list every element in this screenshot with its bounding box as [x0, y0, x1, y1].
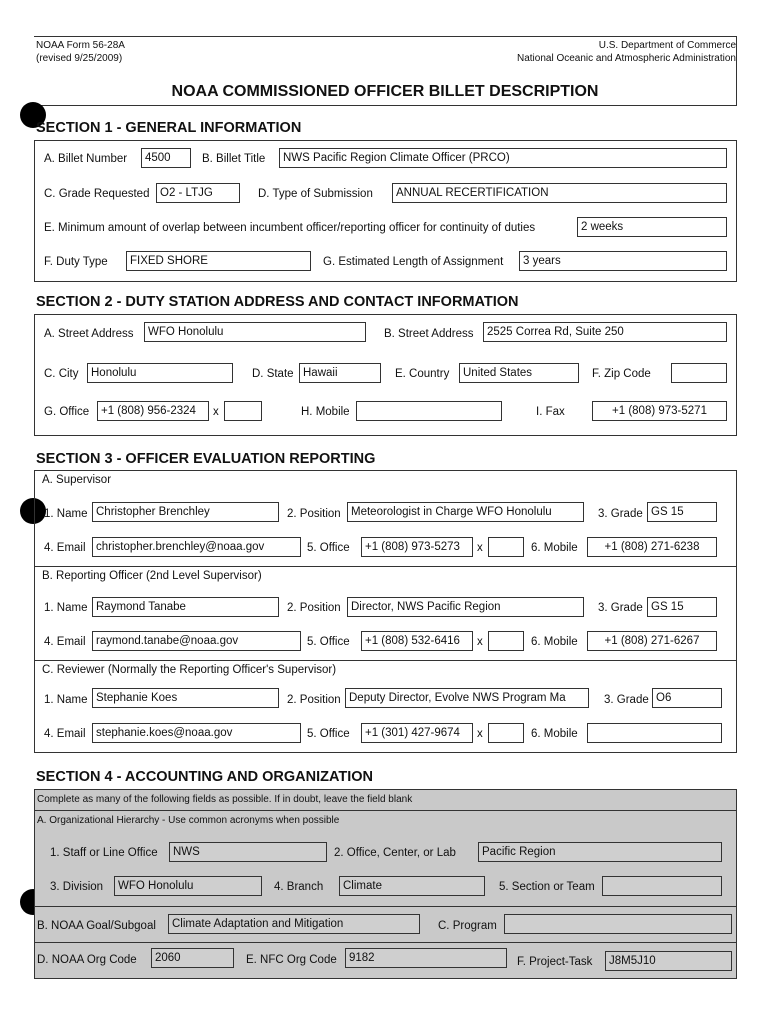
section-1-heading: SECTION 1 - GENERAL INFORMATION [36, 120, 302, 136]
page-title: NOAA COMMISSIONED OFFICER BILLET DESCRIPTION [171, 83, 599, 100]
rep-mobile-field[interactable]: +1 (808) 271-6267 [587, 631, 717, 651]
rep-position-field[interactable]: Director, NWS Pacific Region [347, 597, 584, 617]
office-center-lab-label: 2. Office, Center, or Lab [334, 847, 456, 859]
section-4-note: Complete as many of the following fields as possible. If in doubt, leave the field blank [37, 794, 413, 805]
rep-grade-label: 3. Grade [598, 602, 643, 614]
billet-title-label: B. Billet Title [202, 153, 266, 165]
nfc-org-code-field[interactable]: 9182 [345, 948, 507, 968]
extension-x-label: x [213, 406, 219, 418]
city-field[interactable]: Honolulu [87, 363, 233, 383]
rev-mobile-field[interactable] [587, 723, 722, 743]
goal-subgoal-field[interactable]: Climate Adaptation and Mitigation [168, 914, 420, 934]
noaa-org-code-label: D. NOAA Org Code [37, 954, 137, 966]
grade-requested-label: C. Grade Requested [44, 188, 150, 200]
office-phone-field[interactable]: +1 (808) 956-2324 [97, 401, 209, 421]
rep-extension-field[interactable] [488, 631, 524, 651]
sup-extension-field[interactable] [488, 537, 524, 557]
rev-position-label: 2. Position [287, 694, 341, 706]
rev-grade-label: 3. Grade [604, 694, 649, 706]
sup-name-label: 1. Name [44, 508, 88, 520]
rev-grade-field[interactable]: O6 [652, 688, 722, 708]
sup-mobile-label: 6. Mobile [531, 542, 578, 554]
sup-grade-field[interactable]: GS 15 [647, 502, 717, 522]
rep-name-field[interactable]: Raymond Tanabe [92, 597, 279, 617]
duty-type-label: F. Duty Type [44, 256, 108, 268]
division-field[interactable]: WFO Honolulu [114, 876, 262, 896]
street-address-b-field[interactable]: 2525 Correa Rd, Suite 250 [483, 322, 727, 342]
assignment-length-field[interactable]: 3 years [519, 251, 727, 271]
sup-email-label: 4. Email [44, 542, 86, 554]
street-address-a-label: A. Street Address [44, 328, 134, 340]
overlap-label: E. Minimum amount of overlap between incumbent officer/reporting officer for continuity of duties [44, 222, 536, 234]
rep-email-label: 4. Email [44, 636, 86, 648]
agency-name: National Oceanic and Atmospheric Administration [516, 53, 736, 64]
mobile-label: H. Mobile [301, 406, 350, 418]
office-center-lab-field[interactable]: Pacific Region [478, 842, 722, 862]
division-label: 3. Division [50, 881, 104, 893]
rev-ext-x-label: x [477, 728, 483, 740]
rev-email-field[interactable]: stephanie.koes@noaa.gov [92, 723, 301, 743]
rep-grade-field[interactable]: GS 15 [647, 597, 717, 617]
sup-grade-label: 3. Grade [598, 508, 643, 520]
sup-office-field[interactable]: +1 (808) 973-5273 [361, 537, 473, 557]
section-3-heading: SECTION 3 - OFFICER EVALUATION REPORTING [36, 451, 376, 467]
rev-office-field[interactable]: +1 (301) 427-9674 [361, 723, 473, 743]
zip-code-field[interactable] [671, 363, 727, 383]
assignment-length-label: G. Estimated Length of Assignment [323, 256, 504, 268]
project-task-label: F. Project-Task [517, 956, 593, 968]
grade-requested-field[interactable]: O2 - LTJG [156, 183, 240, 203]
sup-position-label: 2. Position [287, 508, 341, 520]
program-field[interactable] [504, 914, 732, 934]
nfc-org-code-label: E. NFC Org Code [246, 954, 337, 966]
branch-field[interactable]: Climate [339, 876, 485, 896]
program-label: C. Program [438, 920, 497, 932]
section-team-label: 5. Section or Team [499, 881, 595, 893]
country-label: E. Country [395, 368, 450, 380]
country-field[interactable]: United States [459, 363, 579, 383]
office-phone-label: G. Office [44, 406, 90, 418]
section-4-heading: SECTION 4 - ACCOUNTING AND ORGANIZATION [36, 769, 373, 785]
fax-field[interactable]: +1 (808) 973-5271 [592, 401, 727, 421]
reporting-officer-label: B. Reporting Officer (2nd Level Supervisor) [42, 570, 262, 582]
department-name: U.S. Department of Commerce [598, 40, 736, 51]
rep-mobile-label: 6. Mobile [531, 636, 578, 648]
state-label: D. State [252, 368, 294, 380]
rev-office-label: 5. Office [307, 728, 350, 740]
state-field[interactable]: Hawaii [299, 363, 381, 383]
staff-office-field[interactable]: NWS [169, 842, 327, 862]
sup-office-label: 5. Office [307, 542, 350, 554]
submission-type-field[interactable]: ANNUAL RECERTIFICATION [392, 183, 727, 203]
goal-subgoal-label: B. NOAA Goal/Subgoal [37, 920, 156, 932]
zip-code-label: F. Zip Code [592, 368, 651, 380]
noaa-org-code-field[interactable]: 2060 [151, 948, 234, 968]
rep-office-label: 5. Office [307, 636, 350, 648]
office-extension-field[interactable] [224, 401, 262, 421]
submission-type-label: D. Type of Submission [258, 188, 373, 200]
rep-email-field[interactable]: raymond.tanabe@noaa.gov [92, 631, 301, 651]
supervisor-label: A. Supervisor [42, 474, 112, 486]
billet-number-field[interactable]: 4500 [141, 148, 191, 168]
form-revised: (revised 9/25/2009) [36, 53, 123, 64]
form-number: NOAA Form 56-28A [36, 40, 125, 51]
section-2-heading: SECTION 2 - DUTY STATION ADDRESS AND CONTACT INFORMATION [36, 294, 519, 310]
mobile-field[interactable] [356, 401, 502, 421]
overlap-field[interactable]: 2 weeks [577, 217, 727, 237]
rev-extension-field[interactable] [488, 723, 524, 743]
project-task-field[interactable]: J8M5J10 [605, 951, 732, 971]
rev-email-label: 4. Email [44, 728, 86, 740]
rev-name-field[interactable]: Stephanie Koes [92, 688, 279, 708]
street-address-b-label: B. Street Address [384, 328, 474, 340]
sup-mobile-field[interactable]: +1 (808) 271-6238 [587, 537, 717, 557]
rep-position-label: 2. Position [287, 602, 341, 614]
rep-office-field[interactable]: +1 (808) 532-6416 [361, 631, 473, 651]
staff-office-label: 1. Staff or Line Office [50, 847, 158, 859]
duty-type-field[interactable]: FIXED SHORE [126, 251, 311, 271]
city-label: C. City [44, 368, 79, 380]
sup-position-field[interactable]: Meteorologist in Charge WFO Honolulu [347, 502, 584, 522]
org-hierarchy-label: A. Organizational Hierarchy - Use common acronyms when possible [37, 815, 340, 826]
sup-ext-x-label: x [477, 542, 483, 554]
rev-name-label: 1. Name [44, 694, 88, 706]
rev-mobile-label: 6. Mobile [531, 728, 578, 740]
billet-title-field[interactable]: NWS Pacific Region Climate Officer (PRCO) [279, 148, 727, 168]
rep-name-label: 1. Name [44, 602, 88, 614]
sup-name-field[interactable]: Christopher Brenchley [92, 502, 279, 522]
reviewer-label: C. Reviewer (Normally the Reporting Officer's Supervisor) [42, 664, 337, 676]
section-team-field[interactable] [602, 876, 722, 896]
rev-position-field[interactable]: Deputy Director, Evolve NWS Program Ma [345, 688, 589, 708]
billet-number-label: A. Billet Number [44, 153, 128, 165]
street-address-a-field[interactable]: WFO Honolulu [144, 322, 366, 342]
rep-ext-x-label: x [477, 636, 483, 648]
branch-label: 4. Branch [274, 881, 324, 893]
sup-email-field[interactable]: christopher.brenchley@noaa.gov [92, 537, 301, 557]
fax-label: I. Fax [536, 406, 565, 418]
